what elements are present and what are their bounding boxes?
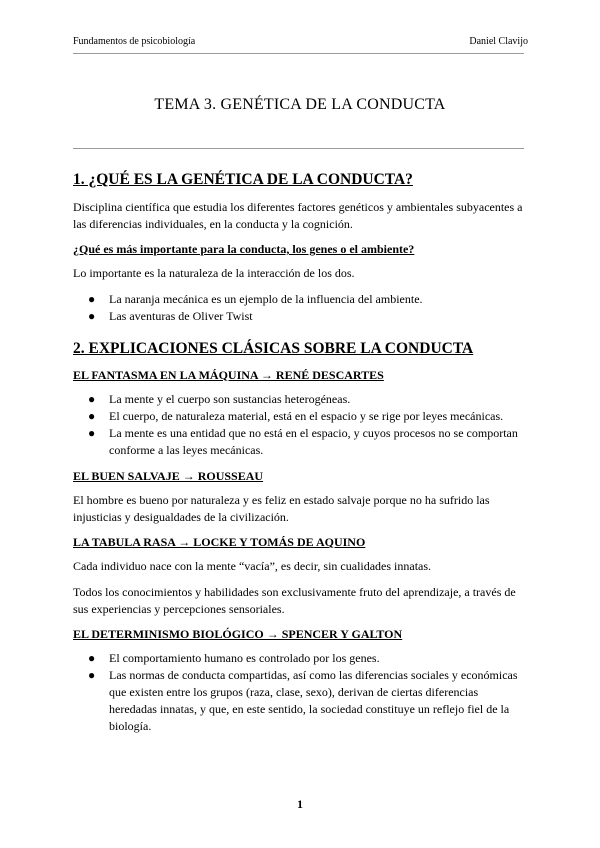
bullet-icon: ● xyxy=(88,426,96,440)
header-rule xyxy=(73,53,524,54)
rousseau-paragraph: El hombre es bueno por naturaleza y es feliz en estado salvaje porque no ha sufrido las injusticias y desigualdades de la civilización. xyxy=(73,493,490,524)
section-1-question: ¿Qué es más importante para la conducta, los genes o el ambiente? xyxy=(73,242,415,256)
section-1-heading: 1. ¿QUÉ ES LA GENÉTICA DE LA CONDUCTA? xyxy=(73,171,413,188)
tabula-rasa-paragraph-2: Todos los conocimientos y habilidades son exclusivamente fruto del aprendizaje, a través de sus experiencias y percepciones sensoriales. xyxy=(73,585,516,616)
determinismo-heading: EL DETERMINISMO BIOLÓGICO → SPENCER Y GALTON xyxy=(73,627,403,641)
bullet-icon: ● xyxy=(88,309,96,323)
list-item: ● El comportamiento humano es controlado por los genes. xyxy=(88,651,380,665)
header-course: Fundamentos de psicobiología xyxy=(73,36,196,47)
determinismo-list xyxy=(73,650,528,735)
rousseau-heading: EL BUEN SALVAJE → ROUSSEAU xyxy=(73,469,264,483)
section-2-heading: 2. EXPLICACIONES CLÁSICAS SOBRE LA CONDUCTA xyxy=(73,340,474,357)
header-author: Daniel Clavijo xyxy=(469,36,528,47)
list-item: ● Las aventuras de Oliver Twist xyxy=(88,309,253,323)
list-item: ● La mente y el cuerpo son sustancias heterogéneas. xyxy=(88,392,351,406)
list-item: ● La mente es una entidad que no está en el espacio, y cuyos procesos no se comportan conforme a las leyes mecánicas. xyxy=(88,426,518,457)
bullet-icon: ● xyxy=(88,668,96,682)
bullet-icon: ● xyxy=(88,392,96,406)
page-number: 1 xyxy=(297,797,303,811)
page-title: TEMA 3. GENÉTICA DE LA CONDUCTA xyxy=(154,96,446,113)
list-item: ● El cuerpo, de naturaleza material, está en el espacio y se rige por leyes mecánicas. xyxy=(88,409,504,423)
list-item: ● La naranja mecánica es un ejemplo de la influencia del ambiente. xyxy=(88,292,423,306)
section-1-list xyxy=(73,291,528,325)
list-item: ● Las normas de conducta compartidas, así como las diferencias sociales y económicas que existen entre los grupos (raza, clase, sexo), derivan de ciertas diferencias heredadas innatas, y que, en este sentido, la sociedad constituye un reflejo fiel de la biología. xyxy=(88,668,518,733)
tabula-rasa-paragraph-1: Cada individuo nace con la mente “vacía”, es decir, sin cualidades innatas. xyxy=(73,559,432,573)
section-1-answer: Lo importante es la naturaleza de la interacción de los dos. xyxy=(73,266,355,280)
tabula-rasa-heading: LA TABULA RASA → LOCKE Y TOMÁS DE AQUINO xyxy=(73,535,366,549)
bullet-icon: ● xyxy=(88,292,96,306)
document-body xyxy=(73,170,528,745)
title-rule xyxy=(73,148,524,149)
descartes-heading: EL FANTASMA EN LA MÁQUINA → RENÉ DESCARTES xyxy=(73,368,384,382)
bullet-icon: ● xyxy=(88,651,96,665)
bullet-icon: ● xyxy=(88,409,96,423)
section-1-definition: Disciplina científica que estudia los diferentes factores genéticos y ambientales subyacentes a las diferencias individuales, en la conducta y la cognición. xyxy=(73,200,523,231)
descartes-list xyxy=(73,391,528,459)
